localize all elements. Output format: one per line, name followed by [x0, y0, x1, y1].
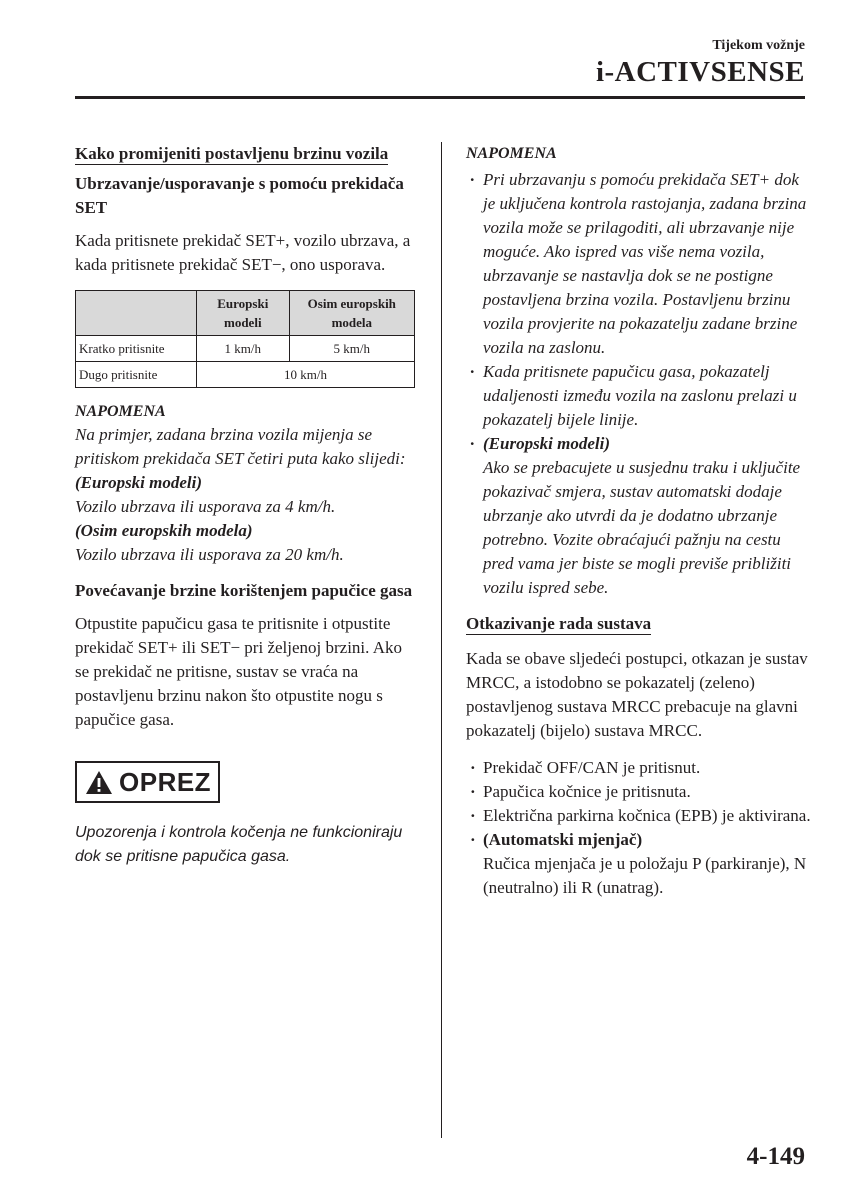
list-item: · Prekidač OFF/CAN je pritisnut.	[466, 756, 811, 780]
note-title: NAPOMENA	[75, 403, 166, 420]
heading-set-switch: Ubrzavanje/usporavanje s pomoću prekidača SET	[75, 174, 404, 217]
table-row-label: Dugo pritisnite	[76, 362, 197, 388]
table-cell: 10 km/h	[197, 362, 415, 388]
table-row	[76, 362, 415, 388]
table-cell: 5 km/h	[289, 336, 414, 362]
list-item	[466, 432, 811, 600]
list-item	[466, 828, 811, 900]
table-cell: 1 km/h	[197, 336, 290, 362]
table-row	[76, 336, 415, 362]
list-item-label: (Automatski mjenjač)	[483, 830, 643, 849]
heading-accelerator: Povećavanje brzine korištenjem papučice gasa	[75, 581, 413, 600]
warning-triangle-icon	[85, 770, 113, 795]
note-title: NAPOMENA	[466, 145, 557, 162]
list-item: · Kada pritisnete papučicu gasa, pokazatelj udaljenosti između vozila na zaslonu prelazi u pokazatelj bijele linije.	[466, 360, 811, 432]
note-intro: Na primjer, zadana brzina vozila mijenja se pritiskom prekidača SET četiri puta kako slijedi:	[75, 425, 406, 468]
table-row-label: Kratko pritisnite	[76, 336, 197, 362]
note-noneu-text: Vozilo ubrzava ili usporava za 20 km/h.	[75, 545, 344, 564]
note-noneu-label: (Osim europskih modela)	[75, 521, 253, 540]
note-example	[75, 400, 418, 567]
note-eu-label: (Europski modeli)	[75, 473, 203, 492]
header-section: Tijekom vožnje	[712, 38, 805, 53]
table-header: Europski modeli	[197, 291, 290, 336]
speed-table	[75, 290, 415, 388]
paragraph-accelerator: Otpustite papučicu gasa te pritisnite i otpustite prekidač SET+ ili SET− pri željenoj brzini. Ako se prekidač ne pritisne, sustav se vraća na postavljenu brzinu nakon što otpustite nogu s papučice gasa.	[75, 614, 402, 729]
header-title: i-ACTIVSENSE	[595, 56, 805, 88]
note-eu-text: Vozilo ubrzava ili usporava za 4 km/h.	[75, 497, 336, 516]
note-list	[466, 168, 811, 600]
caution-label-box	[75, 761, 220, 803]
paragraph-cancel: Kada se obave sljedeći postupci, otkazan je sustav MRCC, a istodobno se pokazatelj (zeleno) postavljenog sustava MRCC prebacuje na glavni pokazatelj (bijelo) sustava MRCC.	[466, 649, 808, 740]
right-column	[466, 142, 811, 900]
heading-change-speed: Kako promijeniti postavljenu brzinu vozila	[75, 144, 389, 163]
caution-label: OPREZ	[119, 767, 212, 797]
note-eu-label: (Europski modeli)	[483, 434, 611, 453]
header-rule	[75, 96, 805, 99]
list-item: · Pri ubrzavanju s pomoću prekidača SET+ dok je uključena kontrola rastojanja, zadana brzina vozila može se prilagoditi, ali ubrzavanje nije moguće. Ako ispred vas više nema vozila, ubrzavanje se nastavlja dok se ne postigne postavljena brzina vozila. Postavljenu brzinu vozila provjerite na pokazatelju zadane brzine vozila na zaslonu.	[466, 168, 811, 360]
table-header-row	[76, 291, 415, 336]
heading-cancel: Otkazivanje rada sustava	[466, 614, 652, 633]
table-header: Osim europskih modela	[289, 291, 414, 336]
list-item: · Električna parkirna kočnica (EPB) je aktivirana.	[466, 804, 811, 828]
paragraph-set-switch: Kada pritisnete prekidač SET+, vozilo ubrzava, a kada pritisnete prekidač SET−, ono usporava.	[75, 231, 411, 274]
table-header-empty	[76, 291, 197, 336]
cancel-conditions-list	[466, 756, 811, 900]
list-item: · Papučica kočnice je pritisnuta.	[466, 780, 811, 804]
left-column	[75, 142, 418, 869]
page-number: 4-149	[746, 1143, 805, 1170]
note-eu-text: Ako se prebacujete u susjednu traku i uključite pokazivač smjera, sustav automatski dodaje ubrzanje ako utvrdi da je dodatno ubrzanje potrebno. Vozite obraćajući pažnju na cestu pred vama jer biste se mogli previše približiti vozilu ispred sebe.	[483, 458, 801, 597]
list-item-text: Ručica mjenjača je u položaju P (parkiranje), N (neutralno) ili R (unatrag).	[483, 854, 807, 897]
column-divider	[441, 142, 442, 1138]
caution-text: Upozorenja i kontrola kočenja ne funkcioniraju dok se pritisne papučica gasa.	[75, 824, 403, 865]
